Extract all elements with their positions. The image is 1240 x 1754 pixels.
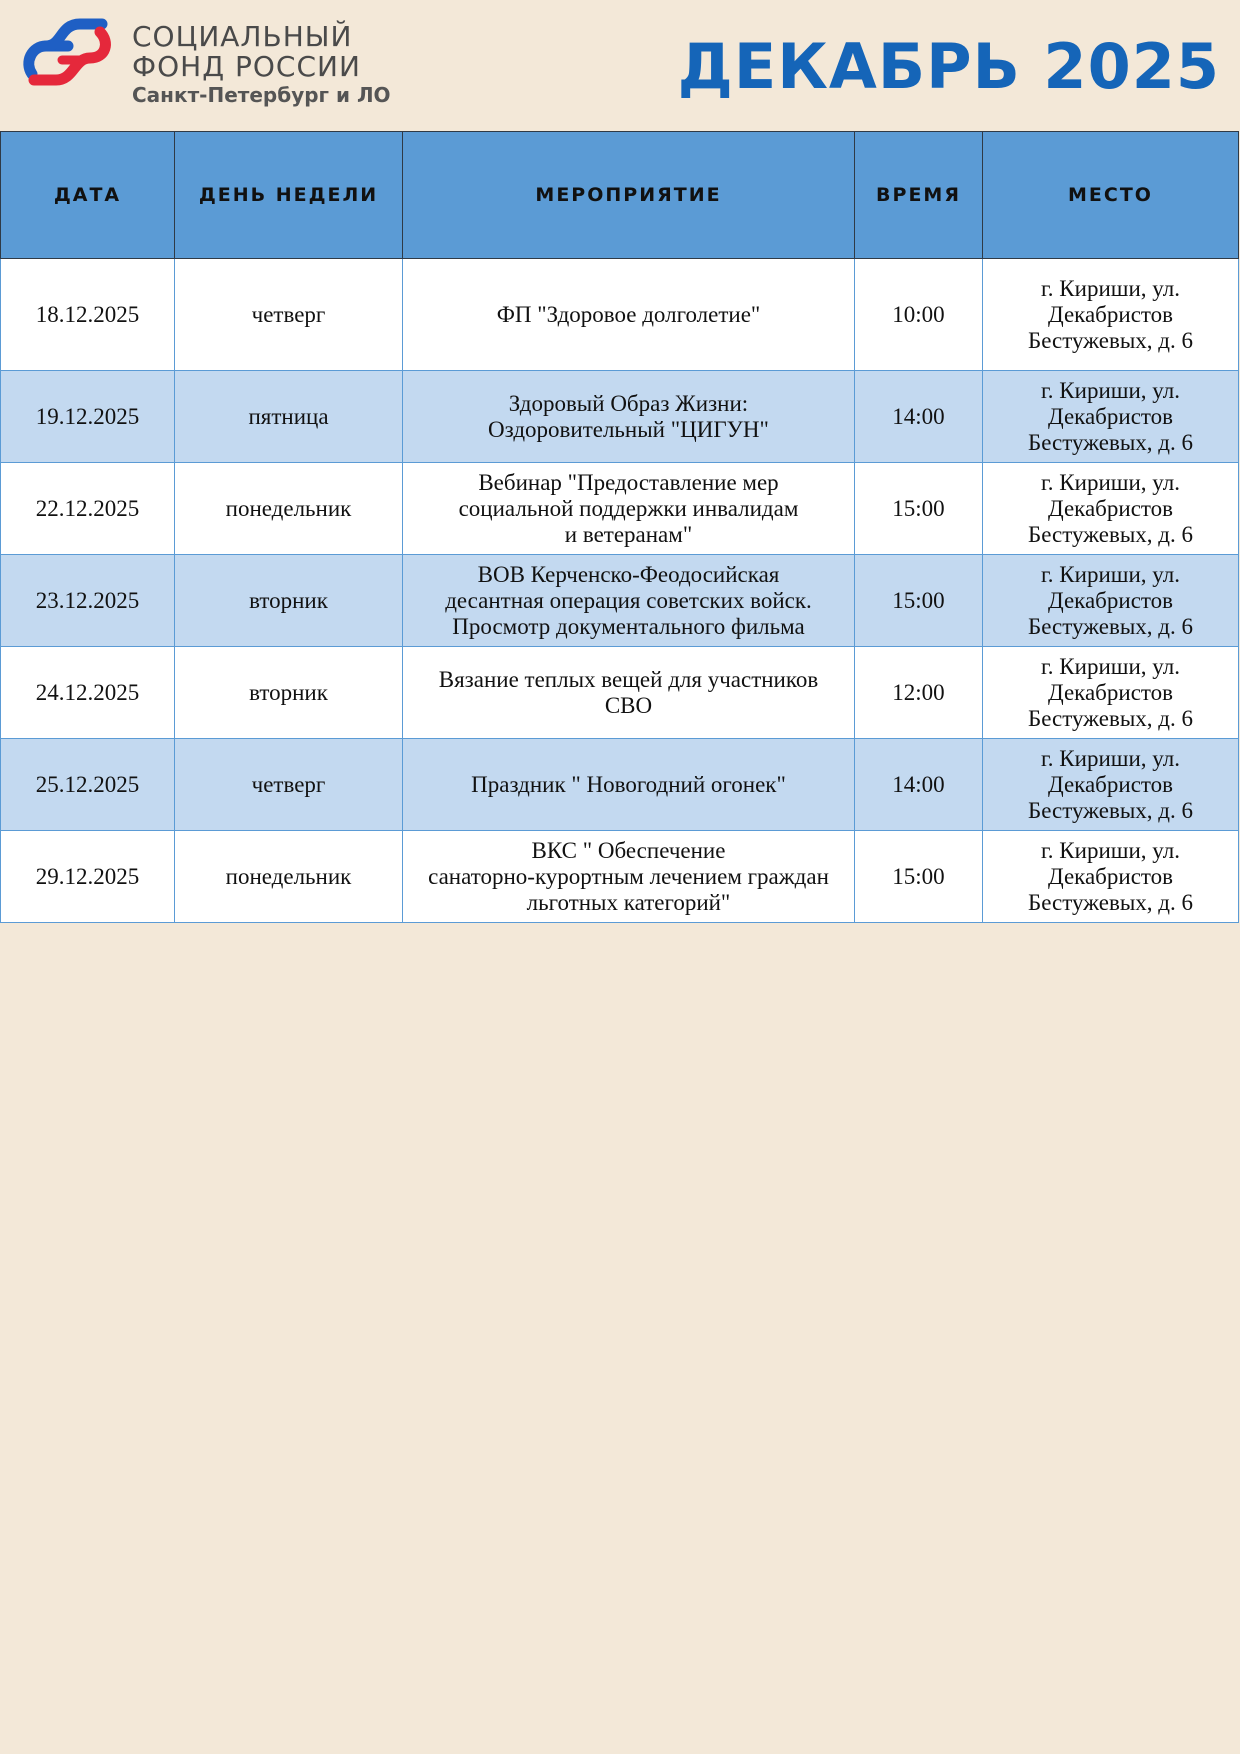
table-row	[1, 555, 1239, 647]
cell-date: 24.12.2025	[1, 647, 175, 739]
table-row	[1, 371, 1239, 463]
cell-place: г. Кириши, ул. Декабристов Бестужевых, д. 6	[983, 259, 1239, 371]
table-header-row	[1, 132, 1239, 259]
cell-weekday: четверг	[175, 259, 403, 371]
cell-date: 25.12.2025	[1, 739, 175, 831]
cell-weekday: понедельник	[175, 463, 403, 555]
cell-event: ВОВ Керченско-Феодосийская десантная операция советских войск. Просмотр документального фильма	[403, 555, 855, 647]
cell-weekday: понедельник	[175, 831, 403, 923]
column-header-place: МЕСТО	[983, 132, 1239, 259]
column-header-time: ВРЕМЯ	[855, 132, 983, 259]
cell-place: г. Кириши, ул. Декабристов Бестужевых, д. 6	[983, 831, 1239, 923]
sfr-logo-icon	[22, 16, 114, 88]
column-header-event: МЕРОПРИЯТИЕ	[403, 132, 855, 259]
table-row	[1, 831, 1239, 923]
cell-event: ФП "Здоровое долголетие"	[403, 259, 855, 371]
cell-weekday: четверг	[175, 739, 403, 831]
cell-weekday: пятница	[175, 371, 403, 463]
cell-time: 10:00	[855, 259, 983, 371]
cell-weekday: вторник	[175, 647, 403, 739]
cell-place: г. Кириши, ул. Декабристов Бестужевых, д. 6	[983, 371, 1239, 463]
cell-event: Вязание теплых вещей для участников СВО	[403, 647, 855, 739]
cell-date: 19.12.2025	[1, 371, 175, 463]
cell-time: 15:00	[855, 831, 983, 923]
cell-place: г. Кириши, ул. Декабристов Бестужевых, д. 6	[983, 647, 1239, 739]
table-row	[1, 259, 1239, 371]
cell-weekday: вторник	[175, 555, 403, 647]
org-name	[132, 22, 391, 108]
cell-time: 12:00	[855, 647, 983, 739]
cell-time: 14:00	[855, 371, 983, 463]
cell-event: Вебинар "Предоставление мер социальной поддержки инвалидам и ветеранам"	[403, 463, 855, 555]
org-logo-block	[0, 0, 412, 128]
cell-place: г. Кириши, ул. Декабристов Бестужевых, д. 6	[983, 555, 1239, 647]
column-header-weekday: ДЕНЬ НЕДЕЛИ	[175, 132, 403, 259]
org-region: Санкт-Петербург и ЛО	[132, 83, 391, 107]
cell-event: Здоровый Образ Жизни: Оздоровительный "ЦИГУН"	[403, 371, 855, 463]
table-row	[1, 647, 1239, 739]
cell-time: 15:00	[855, 555, 983, 647]
cell-date: 22.12.2025	[1, 463, 175, 555]
cell-date: 18.12.2025	[1, 259, 175, 371]
cell-event: ВКС " Обеспечение санаторно-курортным лечением граждан льготных категорий"	[403, 831, 855, 923]
page-title: ДЕКАБРЬ 2025	[677, 30, 1220, 103]
cell-event: Праздник " Новогодний огонек"	[403, 739, 855, 831]
column-header-date: ДАТА	[1, 132, 175, 259]
cell-place: г. Кириши, ул. Декабристов Бестужевых, д. 6	[983, 739, 1239, 831]
events-table	[0, 131, 1239, 923]
org-name-line2: ФОНД РОССИИ	[132, 50, 361, 83]
table-row	[1, 463, 1239, 555]
cell-place: г. Кириши, ул. Декабристов Бестужевых, д. 6	[983, 463, 1239, 555]
cell-time: 14:00	[855, 739, 983, 831]
table-row	[1, 739, 1239, 831]
org-name-line1: СОЦИАЛЬНЫЙ	[132, 20, 353, 53]
cell-date: 29.12.2025	[1, 831, 175, 923]
cell-date: 23.12.2025	[1, 555, 175, 647]
cell-time: 15:00	[855, 463, 983, 555]
